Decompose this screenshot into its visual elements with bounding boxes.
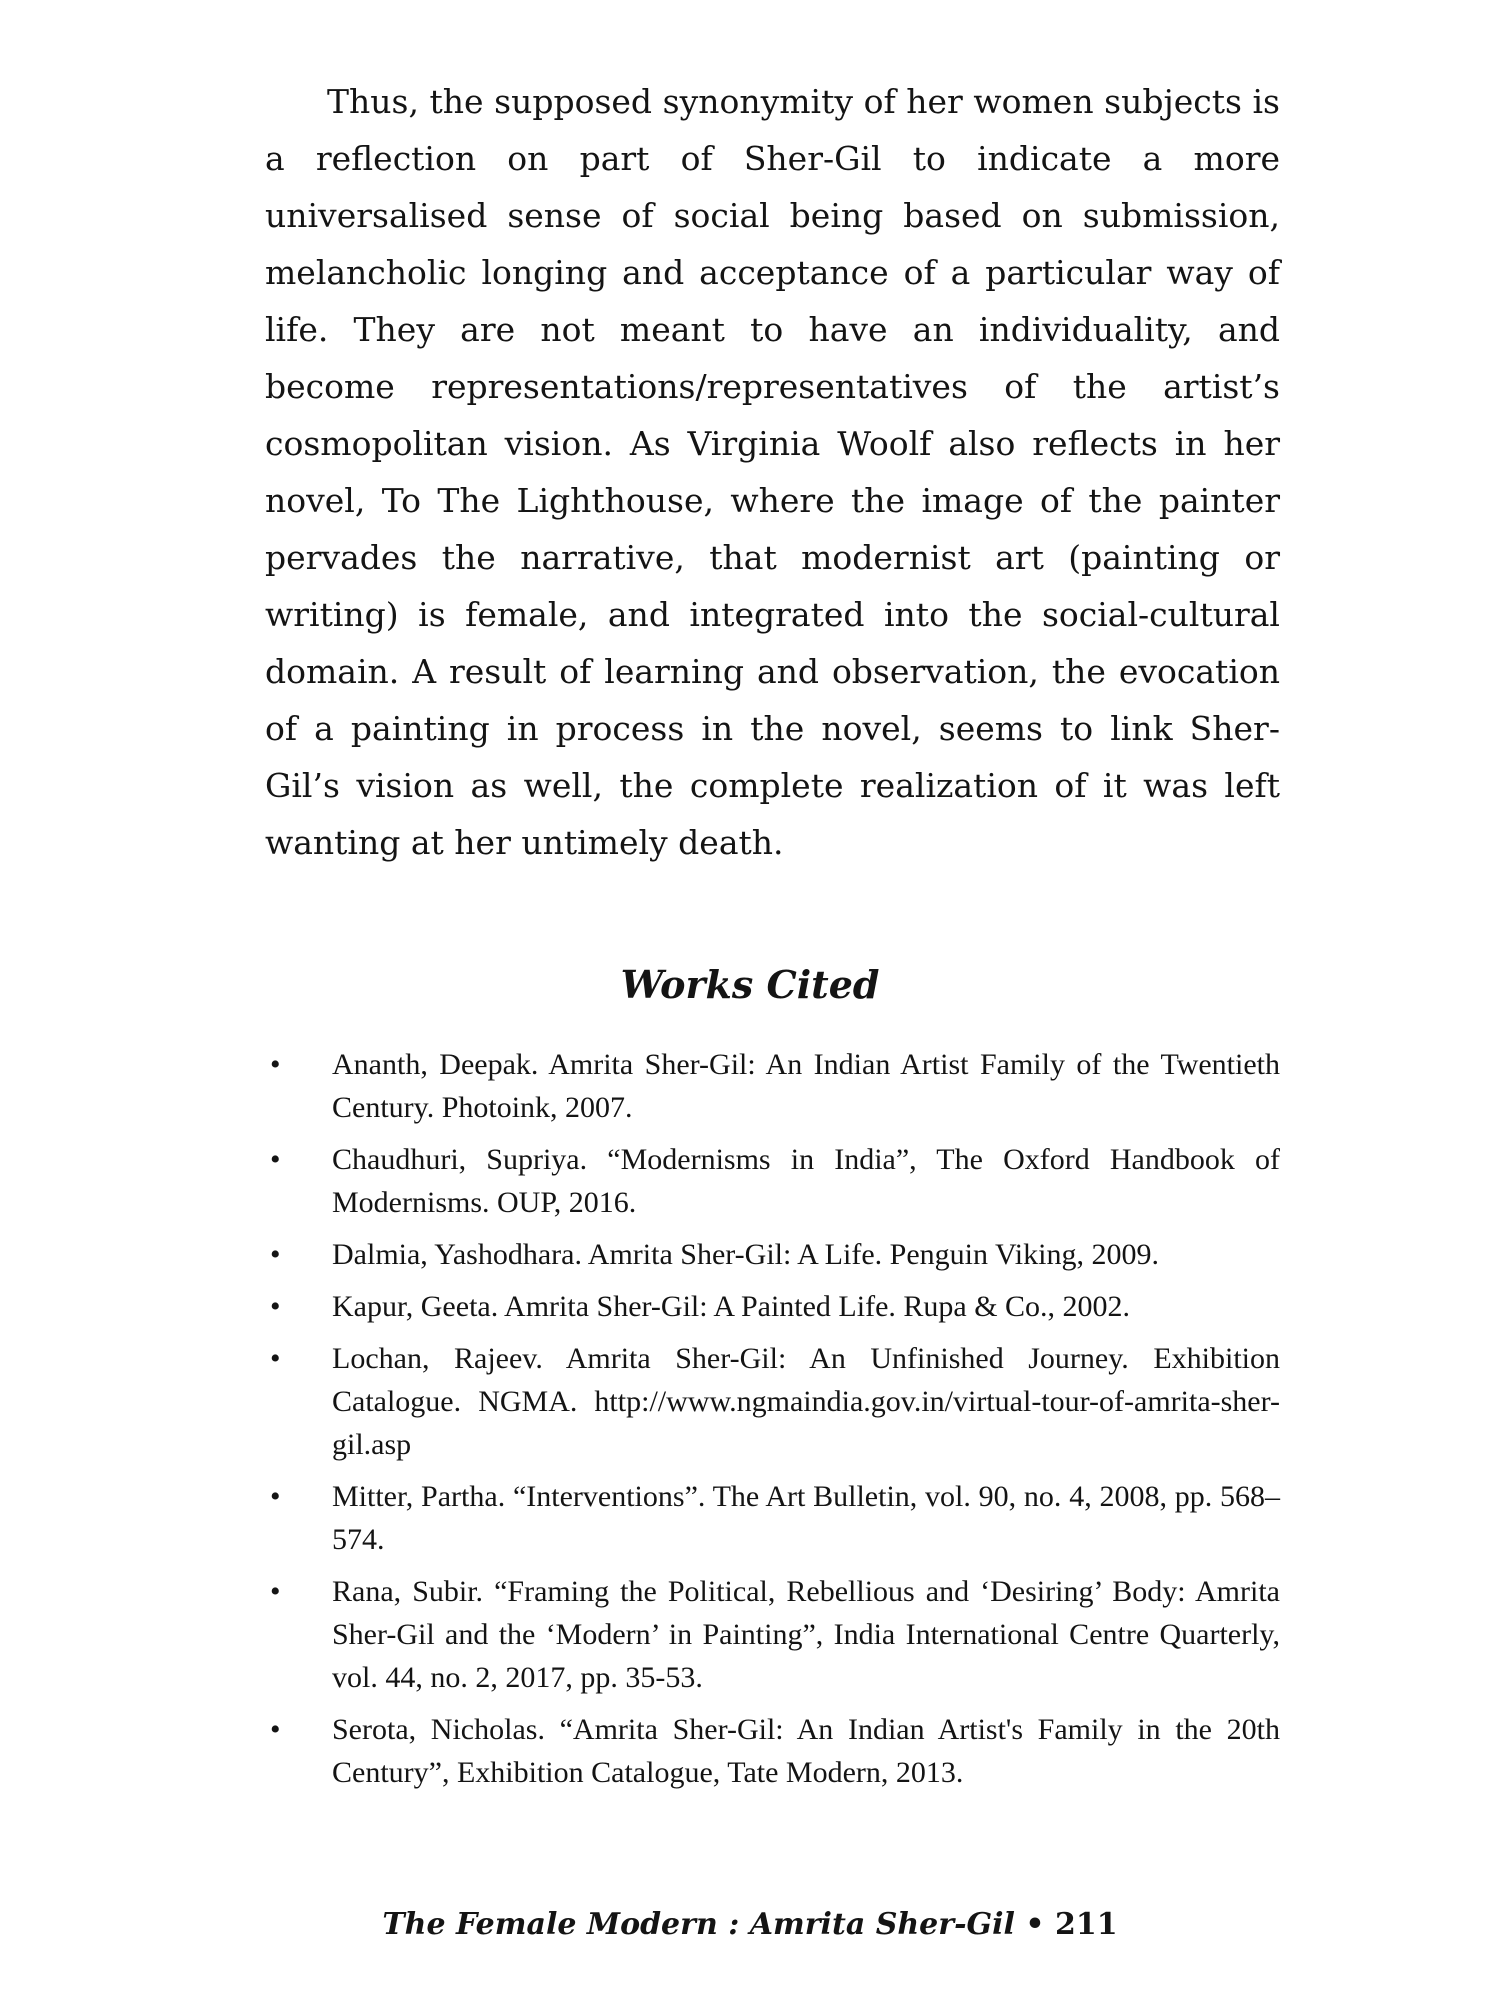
bullet-icon: • [270,1143,281,1176]
bullet-icon: • [270,1342,281,1375]
citation-entry [270,1138,1280,1224]
bullet-icon: • [270,1713,281,1746]
footer-colon: : [717,1907,750,1942]
citation-text: Serota, Nicholas. “Amrita Sher-Gil: An Indian Artist's Family in the 20th Century”, Exhibition Catalogue, Tate Modern, 2013. [332,1713,1280,1789]
bullet-icon: • [270,1238,281,1271]
citation-entry [270,1233,1280,1276]
citation-text: Lochan, Rajeev. Amrita Sher-Gil: An Unfinished Journey. Exhibition Catalogue. NGMA. http://www.ngmaindia.gov.in/virtual-tour-of-amrita-sher-gil.asp [332,1342,1280,1461]
citation-text: Kapur, Geeta. Amrita Sher-Gil: A Painted Life. Rupa & Co., 2002. [332,1290,1131,1323]
bullet-icon: • [270,1290,281,1323]
footer-subject: Amrita Sher-Gil [749,1907,1015,1942]
citation-entry [270,1475,1280,1561]
footer-book-title: The Female Modern [382,1907,718,1942]
citation-text: Ananth, Deepak. Amrita Sher-Gil: An Indian Artist Family of the Twentieth Century. Photoink, 2007. [332,1048,1280,1124]
body-paragraph: Thus, the supposed synonymity of her women subjects is a reflection on part of Sher-Gil to indicate a more universalised sense of social being based on submission, melancholic longing and acceptance of a particular way of life. They are not meant to have an individuality, and become representations/representatives of the artist’s cosmopolitan vision. As Virginia Woolf also reflects in her novel, To The Lighthouse, where the image of the painter pervades the narrative, that modernist art (painting or writing) is female, and integrated into the social-cultural domain. A result of learning and observation, the evocation of a painting in process in the novel, seems to link Sher-Gil’s vision as well, the complete realization of it was left wanting at her untimely death. [265,82,1280,862]
citation-text: Chaudhuri, Supriya. “Modernisms in India”, The Oxford Handbook of Modernisms. OUP, 2016. [332,1143,1280,1219]
citation-entry [270,1285,1280,1328]
citation-entry [270,1043,1280,1129]
works-cited-list [270,1043,1280,1803]
footer-separator: • [1014,1907,1056,1942]
citation-entry [270,1570,1280,1699]
bullet-icon: • [270,1048,281,1081]
citation-text: Mitter, Partha. “Interventions”. The Art Bulletin, vol. 90, no. 4, 2008, pp. 568–574. [332,1480,1280,1556]
citation-entry [270,1337,1280,1466]
bullet-icon: • [270,1480,281,1513]
running-footer [0,1907,1500,1942]
citation-entry [270,1708,1280,1794]
works-cited-heading: Works Cited [620,962,880,1007]
citation-text: Dalmia, Yashodhara. Amrita Sher-Gil: A Life. Penguin Viking, 2009. [332,1238,1159,1271]
bullet-icon: • [270,1575,281,1608]
citation-text: Rana, Subir. “Framing the Political, Rebellious and ‘Desiring’ Body: Amrita Sher-Gil and the ‘Modern’ in Painting”, India International Centre Quarterly, vol. 44, no. 2, 2017, pp. 35-53. [332,1575,1280,1694]
page-number: 211 [1055,1907,1118,1942]
